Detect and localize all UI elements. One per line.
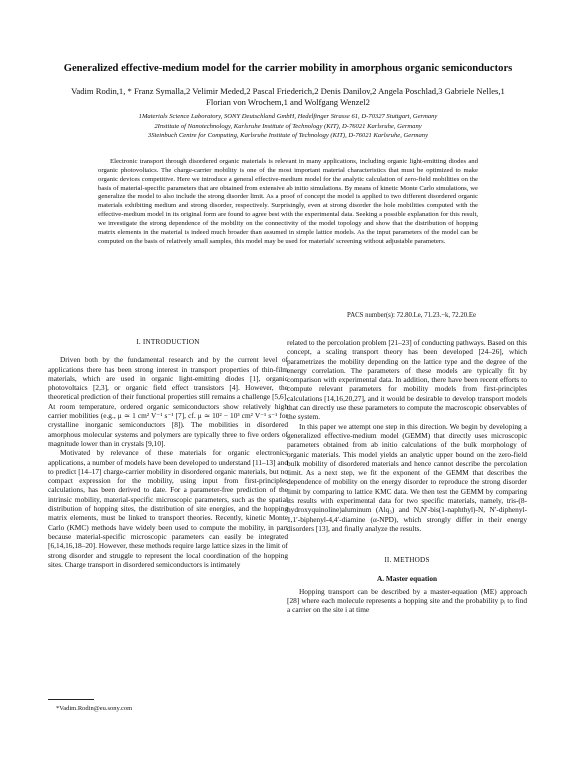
affiliation-list (60, 112, 516, 141)
author-line-1: Vadim Rodin,1, * Franz Symalla,2 Velimir Meded,2 Pascal Friederich,2 Denis Danilov,2 Angela Poschlad,3 Gabriele Nelles,1 (71, 86, 505, 96)
affiliation-1: 1Materials Science Laboratory, SONY Deutschland GmbH, Hedelfinger Strasse 61, D-70327 Stuttgart, Germany (138, 113, 438, 120)
intro-paragraph-1: Driven both by the fundamental research and by the current level of applications there has been strong interest in transport properties of thin-film materials, which are used in organic light-emitting diodes [1], organic photovoltaics [2,3], or organic field effect transistors [4]. However, the theoretical prediction of their functional properties still remains a challenge [5,6]. At room temperature, ordered organic semiconductors show relatively high carrier mobilities (e.g., μ ≃ 1 cm² V⁻¹ s⁻¹ [7], cf. μ ≃ 10² − 10³ cm² V⁻¹ s⁻¹ for crystalline inorganic semiconductors [8]). The mobilities in disordered amorphous molecular systems and polymers are typically three to five orders of magnitude lower than in crystals [9,10]. (48, 355, 288, 448)
section-heading-introduction: I. INTRODUCTION (136, 338, 200, 346)
left-column (48, 338, 288, 569)
abstract (98, 158, 478, 246)
methods-paragraph: Hopping transport can be described by a master-equation (ME) approach [28] where each molecule represents a hopping site and the probability pᵢ to find a carrier on the site i at time (287, 586, 527, 615)
intro-paragraph-2: Motivated by relevance of these materials for organic electronics applications, a number of models have been developed to understand [11–13] and to predict [14–17] charge-carrier mobility in disordered organic materials, but no compact expression for the mobility, using input from first-principles calculations, has been derived to date. For a parameter-free prediction of the intrinsic mobility, material-specific microscopic parameters, such as the spatial distribution of hopping sites, the distribution of site energies, and the hopping matrix elements, must be linked to transport theories. Recently, kinetic Monte Carlo (KMC) methods have widely been used to compute the mobility, in part because material-specific microscopic parameters can easily be integrated [6,14,16,18–20]. However, these methods require large lattice sizes in the limit of strong disorder and struggle to represent the local coordination of the hopping sites. Charge transport in disordered semiconductors is intimately (48, 448, 288, 569)
intro-paragraph-4: In this paper we attempt one step in this direction. We begin by developing a generalized effective-medium model (GEMM) that directly uses microscopic parameters obtained from ab initio calculations of the bulk morphology of organic materials. This model yields an analytic upper bound on the zero-field bulk mobility of disordered materials and hence cannot describe the percolation limit. As a next step, we fit the exponent of the GEMM that describes the dependence of mobility on the energy disorder to reproduce the strong disorder limit by comparing to lattice KMC data. We then test the GEMM by comparing its results with experimental data for two specific materials, namely, tris-(8-hydroxyquinoline)aluminum (Alq₃) and N,N′-bis(1-naphthyl)-N, N′-diphenyl-1,1′-biphenyl-4,4′-diamine (α-NPD), which strongly differ in their energy disorders [13], and finally analyze the results. (287, 421, 527, 533)
author-list (60, 86, 516, 108)
section-spacer (287, 533, 527, 556)
intro-paragraph-3: related to the percolation problem [21–23] of conducting pathways. Based on this concept, a scaling transport theory has been developed [24–26], which parametrizes the mobility depending on the lattice type and the degree of the energy correlation. The parameters of these models are typically fit by comparison with experimental data. In addition, there have been recent efforts to compute relevant parameters for mobility models from first-principles calculations [14,16,20,27], and it would be desirable to develop transport models that can directly use these parameters to compute the macroscopic observables of the system. (287, 338, 527, 422)
subsection-heading-master-equation: A. Master equation (376, 573, 438, 583)
abstract-text: Electronic transport through disordered organic materials is relevant in many applications, including organic light-emitting diodes and organic photovoltaics. The charge-carrier mobility is one of the most important material characteristics that must be optimized to make organic devices competitive. Here we introduce a general effective-medium model for the analytic calculation of zero-field mobilities on the basis of material-specific parameters that are obtained from extensive ab initio simulations. By means of kinetic Monte Carlo simulations, we generalize the model to also include the strong disorder limit. As a proof of concept the model is applied to two different disordered organic materials exhibiting medium and strong disorder, respectively. Surprisingly, even at strong disorder the hole mobilities computed with the effective-medium model in its original form are found to agree best with the experimental data. Seeking a possible explanation for this result, we investigate the strong dependence of the mobility on the connectivity of the model topology and show that the distribution of hopping matrix elements in the material is indeed much broader than assumed in simple lattice models. As the input parameters of the model can be computed on the basis of relatively small samples, this model may be used for materials' screening without adjustable parameters. (98, 158, 478, 245)
paper-title: Generalized effective-medium model for the carrier mobility in amorphous organic semiconductors (63, 63, 513, 74)
affiliation-3: 3Steinbuch Centre for Computing, Karlsruhe Institute of Technology (KIT), D-76021 Karlsruhe, Germany (147, 132, 429, 139)
section-heading-methods: II. METHODS (384, 556, 430, 565)
footnote-rule (48, 699, 94, 700)
footnote-email: *Vadim.Rodin@eu.sony.com (56, 705, 133, 712)
pacs-numbers: PACS number(s): 72.80.Le, 71.23.−k, 72.20.Ee (347, 312, 476, 319)
author-line-2: Florian von Wrochem,1 and Wolfgang Wenzel2 (206, 97, 370, 107)
right-column (287, 338, 527, 615)
affiliation-2: 2Institute of Nanotechnology, Karlsruhe Institute of Technology (KIT), D-76021 Karlsruhe, Germany (154, 122, 422, 130)
